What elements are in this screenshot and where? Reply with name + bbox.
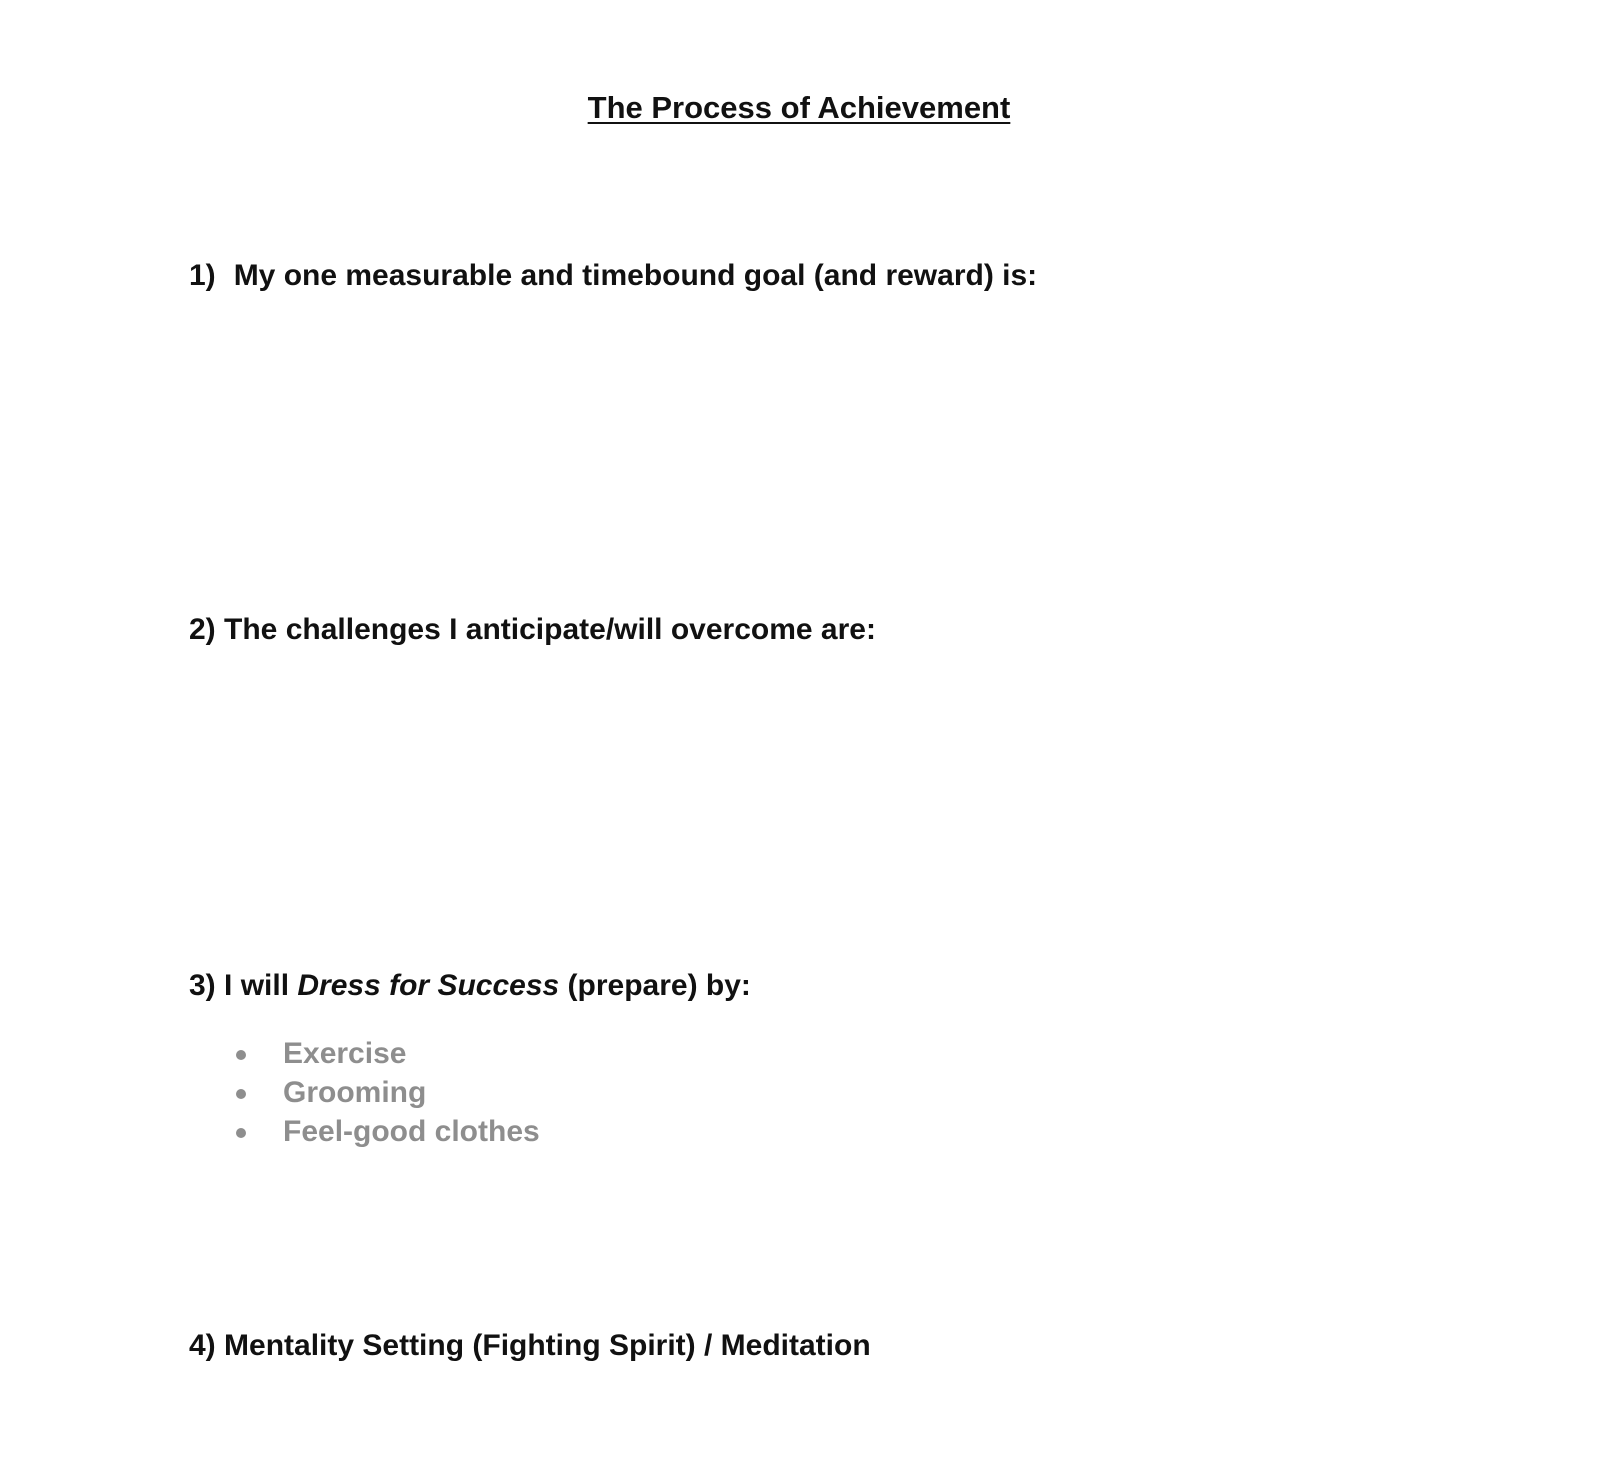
bullet-icon [236, 1128, 246, 1138]
section-1-text: My one measurable and timebound goal (and reward) is: [233, 259, 1038, 292]
section-4-heading [189, 1326, 871, 1366]
section-2-text: The challenges I anticipate/will overcome are: [224, 613, 876, 646]
section-3-text-after: (prepare) by: [559, 969, 751, 1002]
section-2-heading [189, 610, 876, 650]
section-1-number: 1) [189, 259, 216, 292]
document-title: The Process of Achievement [587, 90, 1011, 125]
section-3-heading [189, 966, 751, 1006]
bullet-icon [236, 1050, 246, 1060]
section-3-number: 3) [189, 969, 216, 1002]
section-4-number: 4) [189, 1329, 216, 1362]
section-3-text-italic: Dress for Success [297, 969, 560, 1002]
bullet-icon [236, 1089, 246, 1099]
section-2-number: 2) [189, 613, 216, 646]
section-1-heading [189, 256, 1037, 296]
bullet-text: Feel-good clothes [283, 1115, 540, 1148]
bullet-text: Exercise [283, 1037, 407, 1070]
bullet-text: Grooming [283, 1076, 427, 1109]
section-4-text: Mentality Setting (Fighting Spirit) / Meditation [224, 1329, 871, 1362]
section-3-text-before: I will [224, 969, 298, 1002]
